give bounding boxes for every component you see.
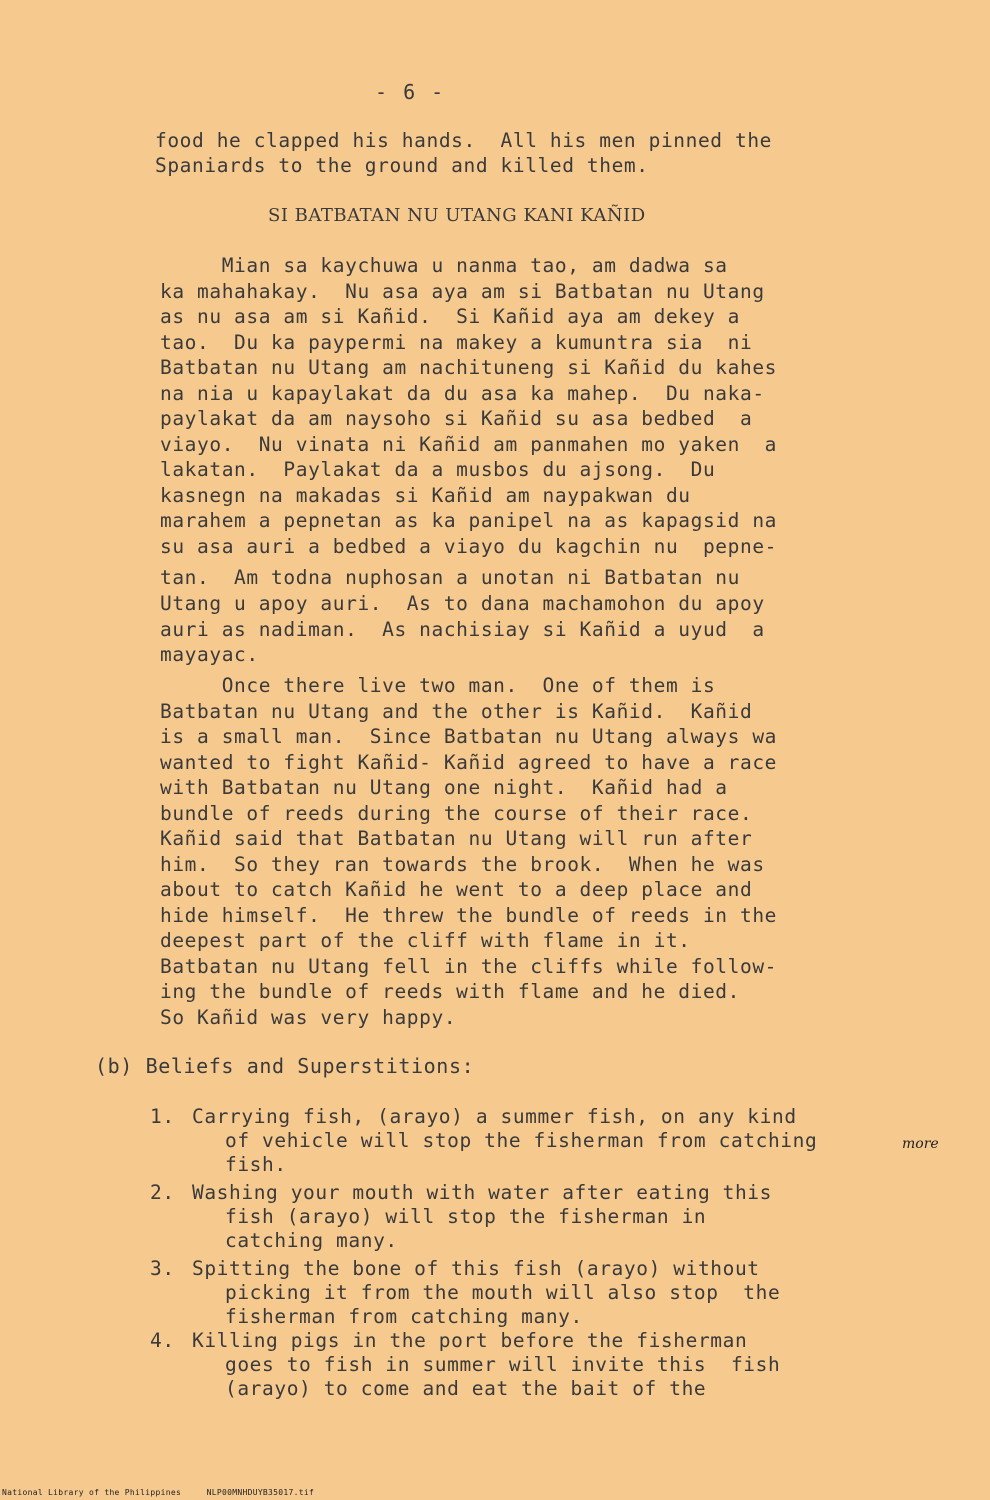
native-line: Batbatan nu Utang am nachituneng si Kañid du kahes bbox=[160, 356, 777, 379]
native-line: ka mahahakay. Nu asa aya am si Batbatan nu Utang bbox=[160, 280, 765, 303]
native-line: auri as nadiman. As nachisiay si Kañid a uyud a bbox=[160, 618, 765, 641]
section-heading: (b) Beliefs and Superstitions: bbox=[95, 1054, 475, 1078]
english-line: Batbatan nu Utang fell in the cliffs while follow- bbox=[160, 955, 777, 978]
list-item-line: fish. bbox=[225, 1153, 287, 1176]
list-item-number: 4. bbox=[150, 1329, 175, 1352]
english-line: wanted to fight Kañid- Kañid agreed to have a race bbox=[160, 751, 777, 774]
english-line: him. So they ran towards the brook. When he was bbox=[160, 853, 765, 876]
english-line: is a small man. Since Batbatan nu Utang always wa bbox=[160, 725, 777, 748]
native-line: Mian sa kaychuwa u nanma tao, am dadwa sa bbox=[160, 254, 728, 277]
native-line: viayo. Nu vinata ni Kañid am panmahen mo yaken a bbox=[160, 433, 777, 456]
list-item-number: 3. bbox=[150, 1257, 175, 1280]
native-line: tao. Du ka paypermi na makey a kumuntra sia ni bbox=[160, 331, 753, 354]
intro-line: Spaniards to the ground and killed them. bbox=[155, 154, 649, 177]
english-line: Batbatan nu Utang and the other is Kañid. Kañid bbox=[160, 700, 753, 723]
native-line: na nia u kapaylakat da du asa ka mahep. Du naka- bbox=[160, 382, 765, 405]
english-line: bundle of reeds during the course of their race. bbox=[160, 802, 753, 825]
list-item-line: catching many. bbox=[225, 1229, 398, 1252]
list-item-number: 2. bbox=[150, 1181, 175, 1204]
native-line: tan. Am todna nuphosan a unotan ni Batbatan nu bbox=[160, 566, 740, 589]
native-line: Utang u apoy auri. As to dana machamohon du apoy bbox=[160, 592, 765, 615]
handwritten-note: more bbox=[902, 1136, 939, 1152]
list-item-number: 1. bbox=[150, 1105, 175, 1128]
english-line: with Batbatan nu Utang one night. Kañid had a bbox=[160, 776, 728, 799]
archive-footer: National Library of the Philippines NLP00MNHDUYB35017.tif bbox=[2, 1488, 315, 1497]
english-line: ing the bundle of reeds with flame and he died. bbox=[160, 980, 740, 1003]
list-item-line: Spitting the bone of this fish (arayo) without bbox=[192, 1257, 760, 1280]
page-number: - 6 - bbox=[375, 80, 446, 104]
list-item-line: picking it from the mouth will also stop the bbox=[225, 1281, 781, 1304]
list-item-line: Killing pigs in the port before the fisherman bbox=[192, 1329, 748, 1352]
story-title: SI BATBATAN NU UTANG KANI KAÑID bbox=[268, 205, 646, 226]
native-line: mayayac. bbox=[160, 643, 259, 666]
list-item-line: goes to fish in summer will invite this fish bbox=[225, 1353, 781, 1376]
list-item-line: Washing your mouth with water after eating this bbox=[192, 1181, 772, 1204]
english-line: Once there live two man. One of them is bbox=[160, 674, 716, 697]
english-line: about to catch Kañid he went to a deep place and bbox=[160, 878, 753, 901]
list-item-line: fish (arayo) will stop the fisherman in bbox=[225, 1205, 707, 1228]
intro-line: food he clapped his hands. All his men pinned the bbox=[155, 129, 772, 152]
native-line: marahem a pepnetan as ka panipel na as kapagsid na bbox=[160, 509, 777, 532]
native-line: su asa auri a bedbed a viayo du kagchin nu pepne- bbox=[160, 535, 777, 558]
list-item-line: of vehicle will stop the fisherman from catching bbox=[225, 1129, 818, 1152]
native-line: kasnegn na makadas si Kañid am naypakwan du bbox=[160, 484, 691, 507]
native-line: lakatan. Paylakat da a musbos du ajsong. Du bbox=[160, 458, 716, 481]
list-item-line: (arayo) to come and eat the bait of the bbox=[225, 1377, 707, 1400]
english-line: Kañid said that Batbatan nu Utang will run after bbox=[160, 827, 753, 850]
native-line: as nu asa am si Kañid. Si Kañid aya am dekey a bbox=[160, 305, 740, 328]
english-line: hide himself. He threw the bundle of reeds in the bbox=[160, 904, 777, 927]
native-line: paylakat da am naysoho si Kañid su asa bedbed a bbox=[160, 407, 753, 430]
list-item-line: fisherman from catching many. bbox=[225, 1305, 583, 1328]
list-item-line: Carrying fish, (arayo) a summer fish, on any kind bbox=[192, 1105, 797, 1128]
english-line: So Kañid was very happy. bbox=[160, 1006, 457, 1029]
english-line: deepest part of the cliff with flame in it. bbox=[160, 929, 691, 952]
